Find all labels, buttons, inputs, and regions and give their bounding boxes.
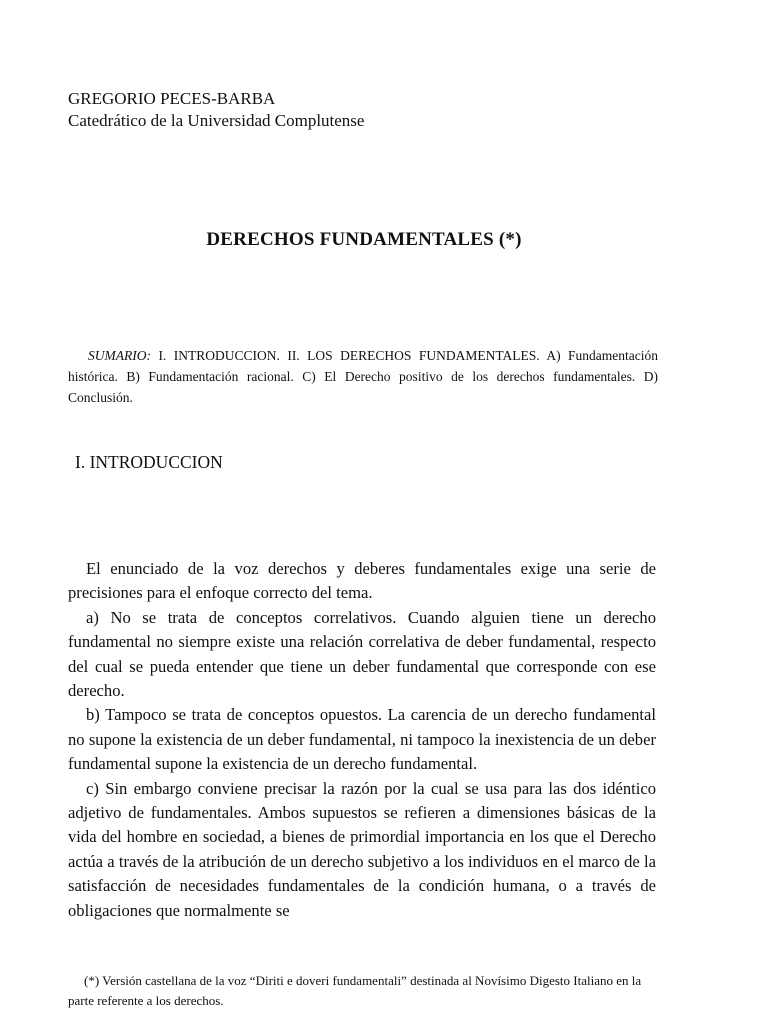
body-text: [68, 557, 656, 923]
author-name: GREGORIO PECES-BARBA: [68, 89, 276, 108]
paragraph: b) Tampoco se trata de conceptos opuestos. La carencia de un derecho fundamental no supone la existencia de un deber fundamental, ni tampoco la inexistencia de un deber fundamental supone la existencia de un derecho fundamental.: [68, 705, 656, 774]
paragraph: a) No se trata de conceptos correlativos. Cuando alguien tiene un derecho fundamental no siempre existe una relación correlativa de deber fundamental, respecto del cual se pueda entender que tiene un deber fundamental que corresponde con ese derecho.: [68, 607, 656, 701]
article-title: DERECHOS FUNDAMENTALES (*): [206, 229, 522, 250]
section-heading: I. INTRODUCCION: [75, 452, 223, 472]
footnote: (*) Versión castellana de la voz “Diriti e doveri fundamentali” destinada al Novísimo Digesto Italiano en la parte referente a los derechos.: [68, 973, 642, 1008]
author-affiliation: Catedrático de la Universidad Complutense: [68, 111, 365, 130]
paragraph: El enunciado de la voz derechos y deberes fundamentales exige una serie de precisiones para el enfoque correcto del tema.: [68, 559, 656, 603]
author-block: [68, 88, 364, 132]
summary-label: SUMARIO:: [88, 348, 151, 363]
paragraph: c) Sin embargo conviene precisar la razón por la cual se usa para las dos idéntico adjetivo de fundamentales. Ambos supuestos se refieren a dimensiones básicas de la vida del hombre en sociedad, a bienes de primordial importancia en los que el Derecho actúa a través de la atribución de un derecho subjetivo a los individuos en el marco de la satisfacción de necesidades fundamentales de la condición humana, o a través de obligaciones que normalmente se: [68, 778, 656, 920]
summary-block: [68, 345, 658, 408]
summary-text: I. INTRODUCCION. II. LOS DERECHOS FUNDAMENTALES. A) Fundamentación histórica. B) Fundamentación racional. C) El Derecho positivo de los derechos fundamentales. D) Conclusión.: [68, 348, 658, 405]
